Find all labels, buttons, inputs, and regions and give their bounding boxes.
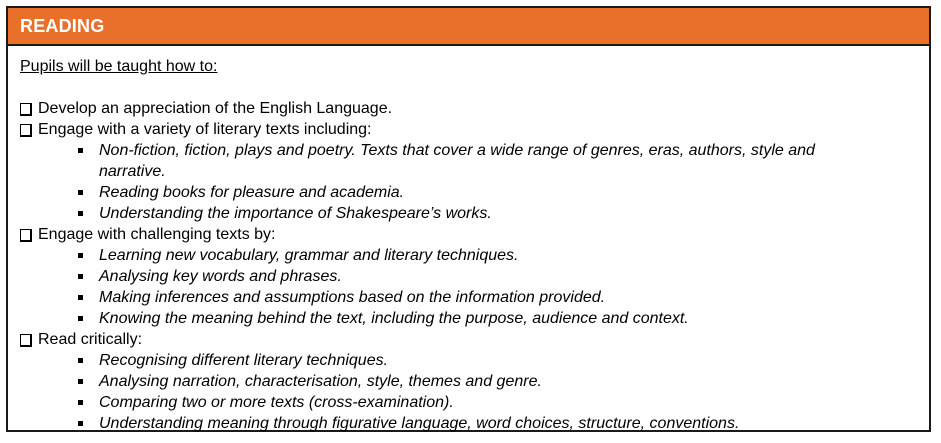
intro-text: Pupils will be taught how to: [20, 58, 218, 75]
sub-list [20, 245, 917, 329]
checkbox-icon [20, 229, 32, 242]
sub-list-item [78, 266, 917, 287]
checkbox-icon [20, 103, 32, 116]
sub-list-item [78, 287, 917, 308]
sub-list-item [78, 182, 917, 203]
sub-list-item [78, 371, 917, 392]
panel-title: READING [20, 15, 105, 36]
sub-list-item-text: Recognising different literary techniques. [99, 352, 389, 369]
bullet-icon [78, 211, 83, 216]
sub-list-item-text: Learning new vocabulary, grammar and literary techniques. [99, 247, 519, 264]
bullet-icon [78, 148, 83, 153]
sub-list-item [78, 203, 917, 224]
panel-header [8, 8, 929, 46]
list-item [20, 119, 917, 140]
sub-list-item [78, 245, 917, 266]
list-item-label: Read critically: [38, 331, 143, 348]
sub-list-item-text: Making inferences and assumptions based on the information provided. [99, 289, 606, 306]
bullet-icon [78, 253, 83, 258]
sub-list [20, 350, 917, 434]
checkbox-icon [20, 124, 32, 137]
list-item [20, 98, 917, 119]
list-item-label: Develop an appreciation of the English Language. [38, 100, 393, 117]
list-item [20, 224, 917, 245]
sub-list-item-text: Understanding the importance of Shakespeare’s works. [99, 205, 492, 222]
bullet-icon [78, 295, 83, 300]
spacer [20, 77, 917, 98]
bullet-icon [78, 316, 83, 321]
sub-list-item [78, 350, 917, 371]
sub-list-item-text: Comparing two or more texts (cross-examination). [99, 394, 454, 411]
sub-list-item-text: Understanding meaning through figurative language, word choices, structure, conventions. [99, 415, 740, 432]
bullet-icon [78, 274, 83, 279]
bullet-icon [78, 379, 83, 384]
list-item-label: Engage with challenging texts by: [38, 226, 276, 243]
bullet-icon [78, 421, 83, 426]
sub-list-item [78, 140, 917, 182]
sub-list-item [78, 413, 917, 434]
bullet-icon [78, 190, 83, 195]
bullet-icon [78, 358, 83, 363]
list-item [20, 329, 917, 350]
panel-content [8, 46, 929, 434]
sub-list-item-text: Analysing narration, characterisation, style, themes and genre. [99, 373, 542, 390]
reading-panel [6, 6, 931, 432]
sub-list-item-text: Knowing the meaning behind the text, including the purpose, audience and context. [99, 310, 689, 327]
list-item-label: Engage with a variety of literary texts including: [38, 121, 372, 138]
sub-list-item [78, 392, 917, 413]
checkbox-icon [20, 334, 32, 347]
sub-list-item-text: Non-fiction, fiction, plays and poetry. Texts that cover a wide range of genres, eras, authors, style and narrative. [99, 142, 815, 180]
bullet-icon [78, 400, 83, 405]
sub-list-item-text: Reading books for pleasure and academia. [99, 184, 405, 201]
sub-list-item [78, 308, 917, 329]
sub-list [20, 140, 917, 224]
sub-list-item-text: Analysing key words and phrases. [99, 268, 342, 285]
